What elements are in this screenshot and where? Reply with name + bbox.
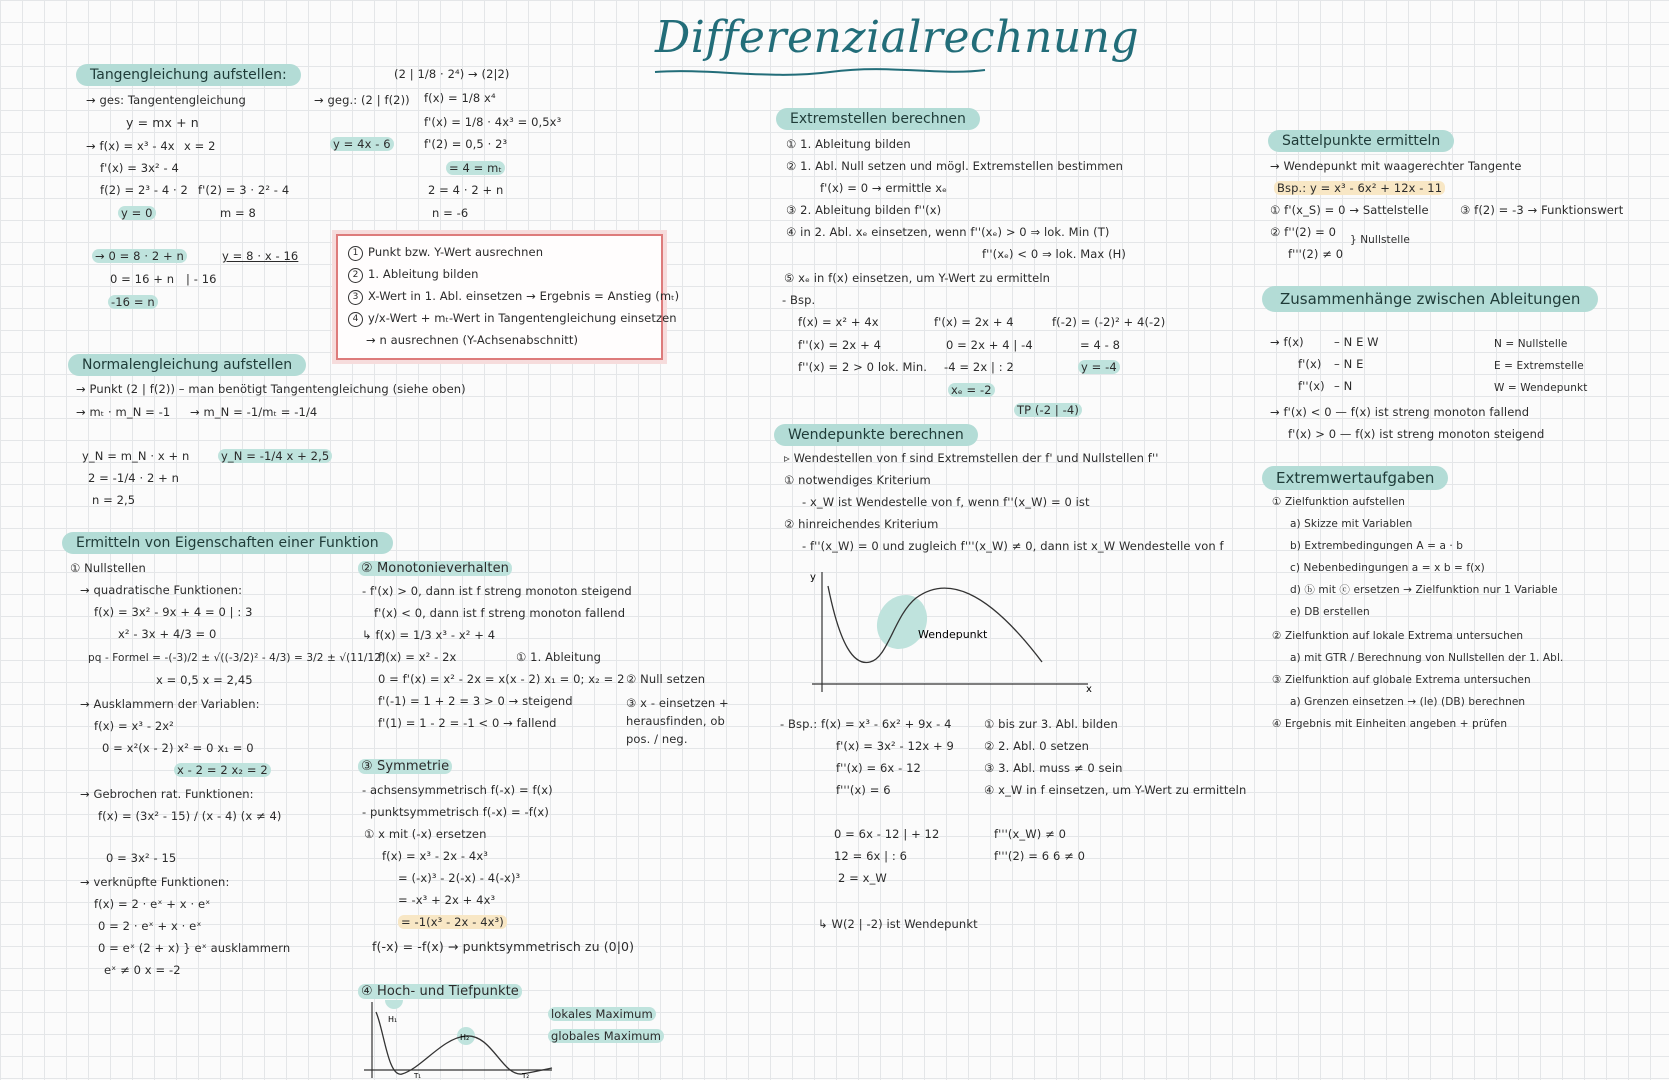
step-text: 1. Ableitung bilden <box>368 267 479 281</box>
highlight: ④ Hoch- und Tiefpunkte <box>358 984 522 999</box>
text-line <box>1014 404 1082 417</box>
step-number-icon: 2 <box>348 268 363 283</box>
text-line: f'(x) = 3x² - 12x + 9 <box>836 739 954 753</box>
text-line: → Gebrochen rat. Funktionen: <box>80 787 254 801</box>
heading-extremstellen: Extremstellen berechnen <box>776 108 980 130</box>
text-line: ④ in 2. Abl. xₑ einsetzen, wenn f''(xₑ) > 0 ⇒ lok. Min (T) <box>786 225 1110 239</box>
text-line: f(x) = x³ - 2x - 4x³ <box>382 849 488 863</box>
text-line <box>126 116 199 130</box>
text-line: f'(x) = 1/8 · 4x³ = 0,5x³ <box>424 115 562 129</box>
text-line <box>108 296 158 309</box>
list-item: a) Skizze mit Variablen <box>1290 518 1413 530</box>
text-line: f'(2) = 3 · 2² - 4 <box>198 183 290 197</box>
wendepunkt-graph <box>806 566 1096 696</box>
text-line: ③ 2. Ableitung bilden f''(x) <box>786 203 942 217</box>
label-h2: H₂ <box>460 1033 470 1042</box>
text-line: - punktsymmetrisch f(-x) = -f(x) <box>362 805 549 819</box>
highlight: lokales Maximum <box>548 1007 656 1021</box>
heading-wendepunkte: Wendepunkte berechnen <box>774 424 978 446</box>
heading-symmetrie <box>358 760 452 775</box>
text-line: ② hinreichendes Kriterium <box>784 517 939 531</box>
axis-x-label: x <box>1086 684 1092 695</box>
text-line: f(x) = 2 · eˣ + x · eˣ <box>94 897 211 911</box>
highlight: TP (-2 | -4) <box>1014 403 1082 417</box>
highlight: y = -4 <box>1078 360 1120 374</box>
text-line <box>398 916 507 929</box>
highlight: Bsp.: y = x³ - 6x² + 12x - 11 <box>1274 181 1445 195</box>
text-line: f'(2) = 0,5 · 2³ <box>424 137 508 151</box>
list-item: b) Extrembedingungen A = a · b <box>1290 540 1464 552</box>
text-line <box>1274 182 1445 195</box>
text-line: = (-x)³ - 2(-x) - 4(-x)³ <box>398 871 521 885</box>
text-line: } Nullstelle <box>1350 234 1410 246</box>
text-line <box>92 250 187 263</box>
text-line: 2 = x_W <box>838 871 887 885</box>
step-text: X-Wert in 1. Abl. einsetzen → Ergebnis = Anstieg (mₜ) <box>368 289 680 303</box>
step-item: → n ausrechnen (Y-Achsenabschnitt) <box>366 333 579 347</box>
text-line: ① bis zur 3. Abl. bilden <box>984 717 1118 731</box>
text-line: f'(x) = 3x² - 4 <box>100 161 179 175</box>
text-line: → Punkt (2 | f(2)) – man benötigt Tangentengleichung (siehe oben) <box>76 382 466 396</box>
text-line: 0 = 6x - 12 | + 12 <box>834 827 940 841</box>
text-line <box>446 162 505 175</box>
text-line: → Ausklammern der Variablen: <box>80 697 260 711</box>
text-line: f(-2) = (-2)² + 4(-2) <box>1052 315 1166 329</box>
text-line: f'''(2) = 6 6 ≠ 0 <box>994 849 1086 863</box>
text-line: - f'(x) > 0, dann ist f streng monoton steigend <box>362 584 632 598</box>
text-line: ① f'(x_S) = 0 → Sattelstelle <box>1270 203 1429 217</box>
text-line: n = -6 <box>432 206 469 220</box>
table-cell: – N E W <box>1334 335 1379 349</box>
label-t1: T₁ <box>414 1072 422 1080</box>
text-line: ④ x_W in f einsetzen, um Y-Wert zu ermitteln <box>984 783 1247 797</box>
text-line <box>174 764 271 777</box>
text-line: → geg.: (2 | f(2)) <box>314 93 410 107</box>
heading-normale: Normalengleichung aufstellen <box>68 354 306 376</box>
step-number-icon: 3 <box>348 290 363 305</box>
text-line: f''(x) = 6x - 12 <box>836 761 921 775</box>
table-cell: E = Extremstelle <box>1494 360 1584 372</box>
text-line: - Bsp.: f(x) = x³ - 6x² + 9x - 4 <box>780 717 952 731</box>
text-line: ③ x - einsetzen + herausfinden, ob pos. / neg. <box>626 696 729 746</box>
text-line: 0 = 2x + 4 | -4 <box>946 338 1033 352</box>
text-line: f(x) = x³ - 2x² <box>94 719 174 733</box>
text-line: f'(x) = x² - 2x <box>378 650 457 664</box>
text-line: 2 = 4 · 2 + n <box>428 183 504 197</box>
highlight: -16 = n <box>108 295 158 309</box>
text-line: → Wendepunkt mit waagerechter Tangente <box>1270 159 1522 173</box>
text-line: f''(x) = 2x + 4 <box>798 338 881 352</box>
text-line: x = 2 <box>184 139 216 153</box>
table-cell: W = Wendepunkt <box>1494 382 1588 394</box>
highlight: y = 4x - 6 <box>330 137 394 151</box>
text-line: → f'(x) < 0 — f(x) ist streng monoton fallend <box>1270 405 1530 419</box>
text-line: x = 0,5 x = 2,45 <box>156 673 253 687</box>
list-item: ① Zielfunktion aufstellen <box>1272 496 1406 508</box>
text-line: f'(x) = 2x + 4 <box>934 315 1014 329</box>
wendepunkt-label: Wendepunkt <box>918 628 988 641</box>
text-line: f'(x) < 0, dann ist f streng monoton fallend <box>374 606 626 620</box>
text-line: ① Nullstellen <box>70 561 146 575</box>
text-line: f'(x) > 0 — f(x) ist streng monoton steigend <box>1288 427 1545 441</box>
text-line: → verknüpfte Funktionen: <box>80 875 230 889</box>
text-line: f(x) = 3x² - 9x + 4 = 0 | : 3 <box>94 605 253 619</box>
steps-box <box>336 234 680 360</box>
text-line: y_N = m_N · x + n <box>82 449 190 463</box>
text-line <box>118 207 156 220</box>
heading-sattelpunkte: Sattelpunkte ermitteln <box>1268 130 1454 152</box>
highlight: = 4 = mₜ <box>446 161 505 175</box>
text-line: -4 = 2x | : 2 <box>944 360 1014 374</box>
label-t2: T₂ <box>522 1072 530 1080</box>
text-line: x² - 3x + 4/3 = 0 <box>118 627 217 641</box>
list-item: a) mit GTR / Berechnung von Nullstellen der 1. Abl. <box>1290 652 1564 664</box>
list-item: ③ Zielfunktion auf globale Extrema untersuchen <box>1272 674 1531 686</box>
text-line: pq - Formel = -(-3)/2 ± √((-3/2)² - 4/3) = 3/2 ± √(11/12) <box>88 652 386 664</box>
step-text: Punkt bzw. Y-Wert ausrechnen <box>368 245 544 259</box>
step-number-icon: 1 <box>348 246 363 261</box>
highlight: globales Maximum <box>548 1029 664 1043</box>
text-line: = 4 - 8 <box>1080 338 1121 352</box>
text-line: ② 1. Abl. Null setzen und mögl. Extremstellen bestimmen <box>786 159 1124 173</box>
highlight: x - 2 = 2 x₂ = 2 <box>174 763 271 777</box>
text-line: 0 = 2 · eˣ + x · eˣ <box>98 919 202 933</box>
text-line: 12 = 6x | : 6 <box>834 849 908 863</box>
text-line: y = 8 · x - 16 <box>222 249 299 263</box>
text-line: n = 2,5 <box>92 493 136 507</box>
text-line: → mₜ · m_N = -1 <box>76 405 171 419</box>
text-line: f'''(x_W) ≠ 0 <box>994 827 1066 841</box>
list-item: e) DB erstellen <box>1290 606 1370 618</box>
text-line: f'(1) = 1 - 2 = -1 < 0 → fallend <box>378 716 557 730</box>
table-cell: f'(x) <box>1298 357 1322 371</box>
text-line: ③ f(2) = -3 → Funktionswert <box>1460 203 1624 217</box>
text-line: ⑤ xₑ in f(x) einsetzen, um Y-Wert zu ermitteln <box>784 271 1050 285</box>
text-line: - achsensymmetrisch f(-x) = f(x) <box>362 783 553 797</box>
text-line <box>1078 361 1120 374</box>
highlight: → 0 = 8 · 2 + n <box>92 249 187 263</box>
text-line <box>330 138 394 151</box>
curve <box>828 586 1042 662</box>
text-line: → m_N = -1/mₜ = -1/4 <box>190 405 318 419</box>
step-item <box>348 312 677 327</box>
text-line: (2 | 1/8 · 2⁴) → (2|2) <box>394 67 510 81</box>
axis-y-label: y <box>810 572 816 583</box>
text-line: → quadratische Funktionen: <box>80 583 243 597</box>
text-line: ↳ W(2 | -2) ist Wendepunkt <box>818 917 978 931</box>
text-line: f'''(2) ≠ 0 <box>1288 247 1344 261</box>
text-line: - x_W ist Wendestelle von f, wenn f''(x_W) = 0 ist <box>802 495 1090 509</box>
text-line: 0 = 3x² - 15 <box>106 851 177 865</box>
text-line: f'(x) = 0 → ermittle xₑ <box>820 181 948 195</box>
text-line: ↳ f(x) = 1/3 x³ - x² + 4 <box>362 628 496 642</box>
text-line: f''(xₑ) < 0 ⇒ lok. Max (H) <box>982 247 1127 261</box>
text-line: f(2) = 2³ - 4 · 2 <box>100 183 188 197</box>
text-line: ② 2. Abl. 0 setzen <box>984 739 1090 753</box>
step-item <box>348 268 479 283</box>
text-line: - f''(x_W) = 0 und zugleich f'''(x_W) ≠ 0, dann ist x_W Wendestelle von f <box>802 539 1224 553</box>
list-item: c) Nebenbedingungen a = x b = f(x) <box>1290 562 1485 574</box>
extrema-graph <box>362 1000 558 1080</box>
text-line: 0 = 16 + n <box>110 272 175 286</box>
step-text: y/x-Wert + mₜ-Wert in Tangentengleichung einsetzen <box>368 311 677 325</box>
list-item: d) ⓑ mit ⓒ ersetzen → Zielfunktion nur 1 Variable <box>1290 584 1558 596</box>
text-line: f(x) = 1/8 x⁴ <box>424 91 496 105</box>
list-item: ② Zielfunktion auf lokale Extrema untersuchen <box>1272 630 1524 642</box>
table-cell: – N E <box>1334 357 1364 371</box>
text-line: f(-x) = -f(x) → punktsymmetrisch zu (0|0) <box>372 939 635 954</box>
heading-extremwert: Extremwertaufgaben <box>1262 466 1448 490</box>
text-line: ③ 3. Abl. muss ≠ 0 sein <box>984 761 1123 775</box>
text-line: eˣ ≠ 0 x = -2 <box>104 963 181 977</box>
title-underline <box>650 60 990 90</box>
text-line: | - 16 <box>186 272 217 286</box>
text-line: 0 = f'(x) = x² - 2x = x(x - 2) x₁ = 0; x₂ = 2 <box>378 672 625 686</box>
text-line: f(x) = x² + 4x <box>798 315 879 329</box>
highlight: y = 0 <box>118 206 156 220</box>
text-line: ① 1. Ableitung <box>516 650 602 664</box>
highlight: ② Monotonieverhalten <box>358 561 512 576</box>
heading-monotonie <box>358 562 512 577</box>
heading-eigenschaften: Ermitteln von Eigenschaften einer Funktion <box>62 532 393 554</box>
heading-hochtief <box>358 985 522 1000</box>
text-line: ① x mit (-x) ersetzen <box>364 827 487 841</box>
marker-h1 <box>385 1000 403 1009</box>
highlight: ③ Symmetrie <box>358 759 452 774</box>
text-line: m = 8 <box>220 206 256 220</box>
table-cell: → f(x) <box>1270 335 1304 349</box>
text-line: ▹ Wendestellen von f sind Extremstellen der f' und Nullstellen f'' <box>784 451 1159 465</box>
text-line: = -x³ + 2x + 4x³ <box>398 893 496 907</box>
step-number-icon: 4 <box>348 312 363 327</box>
list-item: a) Grenzen einsetzen → (le) (DB) berechnen <box>1290 696 1526 708</box>
highlight: y_N = -1/4 x + 2,5 <box>218 449 332 463</box>
label-globales-maximum <box>548 1030 664 1043</box>
text-line: → ges: Tangentengleichung <box>86 93 246 107</box>
heading-tangente: Tangengleichung aufstellen: <box>76 64 301 86</box>
step-item <box>348 246 543 261</box>
text-line <box>218 450 332 463</box>
marker-wendepunkt <box>867 586 937 658</box>
text-line: 0 = x²(x - 2) x² = 0 x₁ = 0 <box>102 741 254 755</box>
text-line: → f(x) = x³ - 4x <box>86 139 175 153</box>
text-line: - Bsp. <box>782 293 816 307</box>
table-cell: f''(x) <box>1298 379 1325 393</box>
highlight: = -1(x³ - 2x - 4x³) <box>398 915 507 929</box>
label-lokales-maximum <box>548 1008 656 1021</box>
text-line: 2 = -1/4 · 2 + n <box>88 471 180 485</box>
text-line: f''(x) = 2 > 0 lok. Min. <box>798 360 927 374</box>
formula: y = mx + n <box>126 115 199 130</box>
table-cell: N = Nullstelle <box>1494 338 1568 350</box>
text-line: f(x) = (3x² - 15) / (x - 4) (x ≠ 4) <box>98 809 282 823</box>
text-line: ① 1. Ableitung bilden <box>786 137 911 151</box>
step-item <box>348 290 679 305</box>
text-line <box>948 384 995 397</box>
text-line: ② Null setzen <box>626 672 706 686</box>
list-item: ④ Ergebnis mit Einheiten angeben + prüfen <box>1272 718 1508 730</box>
text-line: 0 = eˣ (2 + x) } eˣ ausklammern <box>98 941 291 955</box>
table-cell: – N <box>1334 379 1353 393</box>
highlight: xₑ = -2 <box>948 383 995 397</box>
text-line: ② f''(2) = 0 <box>1270 225 1337 239</box>
text-line: f'''(x) = 6 <box>836 783 891 797</box>
text-line: ① notwendiges Kriterium <box>784 473 931 487</box>
text-line: f'(-1) = 1 + 2 = 3 > 0 → steigend <box>378 694 573 708</box>
label-h1: H₁ <box>388 1015 398 1024</box>
heading-zusammenhaenge: Zusammenhänge zwischen Ableitungen <box>1262 286 1598 312</box>
page-title: Differenzialrechnung <box>655 12 1140 63</box>
